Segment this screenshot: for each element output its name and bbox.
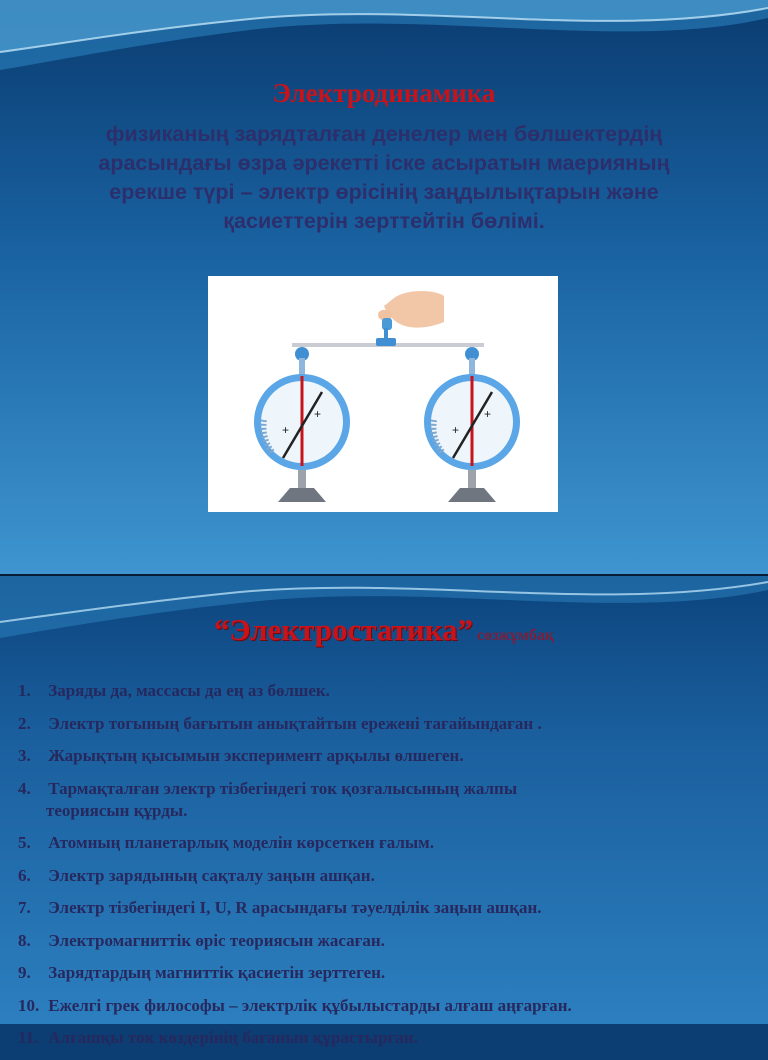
item-text: Атомның планетарлық моделін көрсеткен ғалым. [48,833,434,852]
item-text: Электр тогының бағытын анықтайтын ережені тағайындаған . [48,713,542,733]
list-item [18,962,758,984]
title-subtitle: сөзжұмбақ [477,627,554,644]
item-number: 1. [18,681,31,700]
list-item [18,680,758,702]
list-item [18,930,758,952]
list-item [18,745,758,767]
list-item [18,865,758,887]
list-item [18,778,758,822]
item-text: Электр зарядының сақталу заңын ашқан. [48,865,375,885]
title-word: Электростатика [229,612,458,647]
svg-text:+: + [452,423,460,437]
item-number: 10. [18,995,40,1015]
item-number: 8. [18,930,31,950]
item-text: Ежелгі грек философы – электрлік құбылыстарды алғаш аңғарған. [48,995,572,1015]
item-number: 5. [18,833,31,852]
list-item [18,897,758,919]
item-number: 7. [18,898,31,917]
definition-paragraph [30,120,738,236]
definition-line: ерекше түрі – электр өрісінің заңдылықтарын және [109,180,659,204]
title-open-quote: “ [214,612,230,647]
item-number: 6. [18,865,31,885]
item-number: 11. [18,1028,39,1047]
list-item [18,1027,758,1049]
slide-1-title: Электродинамика [272,78,496,108]
svg-text:+: + [314,407,322,421]
item-text: Зарядтардың магниттік қасиетін зерттеген. [48,963,386,982]
list-item [18,832,758,854]
definition-line: физиканың зарядталған денелер мен бөлшектердің [105,122,663,146]
electrometers-image [208,276,558,512]
list-item [18,995,758,1017]
item-text: Тармақталған электр тізбегіндегі ток қозғалысының жалпы [48,778,518,798]
title-close-quote: ” [457,612,474,647]
decorative-wave [0,0,768,80]
electrometers-illustration [208,276,558,512]
item-text: Электромагниттік өріс теориясын жасаған. [48,930,385,950]
item-number: 3. [18,746,31,765]
list-item [18,713,758,735]
item-text-continuation: теориясын құрды. [46,800,188,820]
definition-line: арасындағы өзра әрекетті іске асыратын маерияның [98,151,670,175]
definition-line: қасиеттерін зерттейтін бөлімі. [223,209,545,233]
svg-text:+: + [484,407,492,421]
item-number: 2. [18,713,31,733]
item-text: Заряды да, массасы да ең аз бөлшек. [48,681,330,700]
item-number: 4. [18,778,31,798]
item-number: 9. [18,963,31,982]
svg-text:+: + [282,423,290,437]
item-text: Алғашқы ток көздерінің бағанын құрастырған. [48,1028,418,1047]
crossword-questions-list [18,680,758,1060]
slide-2-title [0,612,768,648]
item-text: Жарықтың қысымын эксперимент арқылы өлшеген. [48,746,464,765]
item-text: Электр тізбегіндегі I, U, R арасындағы тәуелділік заңын ашқан. [48,898,542,917]
